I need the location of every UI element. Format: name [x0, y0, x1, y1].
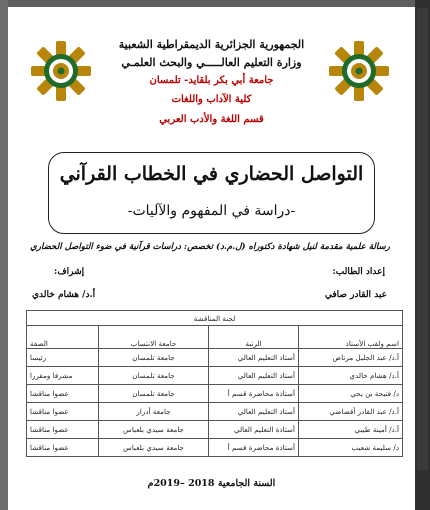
member-rank: أستاذة محاضرة قسم أ: [209, 439, 299, 457]
member-university: جامعة تلمسان: [99, 385, 209, 403]
member-rank: أستاذة التعليم العالي: [209, 421, 299, 439]
header-cell: الصفة: [27, 326, 99, 349]
member-role: رئيسا: [27, 349, 99, 367]
university-name: جامعة أبي بكر بلقايد- تلمسان: [149, 75, 274, 86]
member-university: جامعة سيدي بلعباس: [99, 421, 209, 439]
table-row: [27, 439, 403, 457]
member-role: عضوا مناقشا: [27, 385, 99, 403]
header-cell: الرتبة: [209, 326, 299, 349]
member-university: جامعة أدرار: [99, 403, 209, 421]
committee-header-row: [27, 326, 403, 349]
member-rank: أستاذ التعليم العالي: [209, 367, 299, 385]
member-rank: أستاذة محاضرة قسم أ: [209, 385, 299, 403]
member-role: عضوا مناقشا: [27, 439, 99, 457]
ministry-name: وزارة التعليم العالـــــي والبحث العلمـي: [121, 56, 302, 69]
header-cell: جامعة الانتساب: [99, 326, 209, 349]
scrollbar-track[interactable]: [415, 0, 430, 510]
member-name: أ.د/ عبد القادر أقصاصي: [299, 403, 403, 421]
table-row: [27, 367, 403, 385]
faculty-name: كلية الآداب واللغات: [171, 94, 252, 105]
member-name: أ.د/ عبد الجليل مرتاض: [299, 349, 403, 367]
member-rank: أستاذ التعليم العالي: [209, 403, 299, 421]
member-role: مشرفا ومقررا: [27, 367, 99, 385]
table-row: [27, 403, 403, 421]
member-name: أ.د/ هشام خالدي: [299, 367, 403, 385]
member-role: عضوا مناقشا: [27, 421, 99, 439]
table-row: [27, 421, 403, 439]
supervisor-name: أ.د/ هشام خالدي: [32, 290, 96, 300]
student-label: إعداد الطالب:: [332, 267, 385, 277]
member-rank: أستاذ التعليم العالي: [209, 349, 299, 367]
thesis-description: رسالة علمية مقدمة لنيل شهادة دكتوراه (ل.م.د) تخصص: دراسات قرآنية في ضوء التواصل الحضاري: [30, 242, 390, 252]
member-university: جامعة سيدي بلعباس: [99, 439, 209, 457]
thesis-subtitle: -دراسة في المفهوم والآليات-: [127, 203, 296, 219]
scrollbar-thumb[interactable]: [417, 8, 428, 470]
title-box: [48, 152, 375, 234]
republic-name: الجمهورية الجزائرية الديمقراطية الشعبية: [118, 38, 305, 51]
member-university: جامعة تلمسان: [99, 349, 209, 367]
table-row: [27, 349, 403, 367]
document-page: [8, 0, 415, 510]
member-name: د/ فتيحة بن يحي: [299, 385, 403, 403]
department-name: قسم اللغة والأدب العربي: [159, 114, 264, 125]
table-row: [27, 385, 403, 403]
supervisor-label: إشراف:: [54, 267, 85, 277]
committee-caption: لجنة المناقشة: [27, 311, 403, 326]
academic-year: السنة الجامعية 2018 –2019م: [147, 478, 276, 489]
thesis-title: التواصل الحضاري في الخطاب القرآني: [59, 163, 364, 185]
member-name: د/ سليمة شعيب: [299, 439, 403, 457]
member-role: عضوا مناقشا: [27, 403, 99, 421]
student-name: عبد القادر صافي: [324, 290, 387, 300]
header-cell: اسم ولقب الأستاذ: [299, 326, 403, 349]
member-university: جامعة تلمسان: [99, 367, 209, 385]
member-name: أ.د/ أمينة طيبي: [299, 421, 403, 439]
committee-table: [26, 310, 403, 457]
page-top-edge: [8, 0, 415, 7]
